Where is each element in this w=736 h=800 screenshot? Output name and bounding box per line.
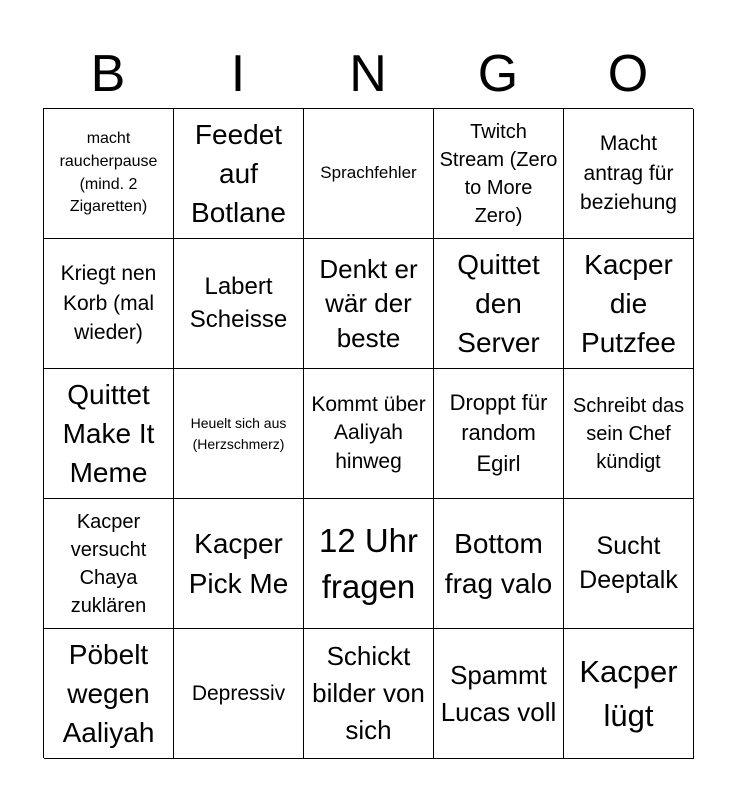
bingo-cell-r4c3[interactable] bbox=[304, 499, 434, 629]
cell-text: Bottom frag valo bbox=[444, 528, 553, 599]
bingo-cell-r3c4[interactable] bbox=[434, 369, 564, 499]
bingo-cell-r1c2[interactable] bbox=[174, 109, 304, 239]
header-letter-g: G bbox=[477, 45, 519, 103]
bingo-cell-r5c5[interactable] bbox=[564, 629, 694, 759]
cell-text: Kacper lügt bbox=[579, 654, 678, 733]
cell-text: Denkt er wär der beste bbox=[319, 253, 418, 353]
bingo-cell-r4c2[interactable] bbox=[174, 499, 304, 629]
bingo-cell-r5c1[interactable] bbox=[44, 629, 174, 759]
bingo-cell-r2c5[interactable] bbox=[564, 239, 694, 369]
bingo-board bbox=[43, 108, 693, 758]
cell-text: Quittet den Server bbox=[457, 248, 540, 359]
cell-text: Heuelt sich aus (Herzschmerz) bbox=[190, 414, 287, 452]
bingo-header bbox=[43, 40, 693, 108]
cell-text: Kacper versucht Chaya zuklären bbox=[70, 510, 147, 617]
header-letter-o: O bbox=[607, 45, 649, 103]
cell-text: Pöbelt wegen Aaliyah bbox=[62, 638, 155, 749]
bingo-cell-r2c3[interactable] bbox=[304, 239, 434, 369]
header-letter-b: B bbox=[90, 45, 126, 103]
header-letter-n: N bbox=[349, 45, 387, 103]
cell-text: Droppt für random Egirl bbox=[449, 389, 548, 476]
cell-text: Kacper Pick Me bbox=[188, 528, 289, 599]
bingo-cell-r3c2[interactable] bbox=[174, 369, 304, 499]
cell-text: Sucht Deeptalk bbox=[579, 531, 678, 594]
cell-text: Spammt Lucas voll bbox=[440, 659, 557, 727]
bingo-cell-r5c4[interactable] bbox=[434, 629, 564, 759]
header-letter-i: I bbox=[230, 45, 246, 103]
bingo-cell-r1c3[interactable] bbox=[304, 109, 434, 239]
cell-text: Twitch Stream (Zero to More Zero) bbox=[439, 120, 558, 227]
bingo-cell-r3c5[interactable] bbox=[564, 369, 694, 499]
cell-text: Quittet Make It Meme bbox=[62, 378, 155, 489]
cell-text: macht raucherpause (mind. 2 Zigaretten) bbox=[59, 130, 158, 216]
cell-text: Depressiv bbox=[191, 681, 286, 705]
bingo-cell-r1c5[interactable] bbox=[564, 109, 694, 239]
bingo-cell-r1c4[interactable] bbox=[434, 109, 564, 239]
bingo-cell-r2c1[interactable] bbox=[44, 239, 174, 369]
bingo-cell-r4c4[interactable] bbox=[434, 499, 564, 629]
cell-text: Kacper die Putzfee bbox=[581, 248, 676, 359]
bingo-cell-r4c1[interactable] bbox=[44, 499, 174, 629]
bingo-cell-r2c2[interactable] bbox=[174, 239, 304, 369]
cell-text: Sprachfehler bbox=[320, 163, 417, 183]
bingo-cell-r2c4[interactable] bbox=[434, 239, 564, 369]
cell-text: Feedet auf Botlane bbox=[191, 118, 286, 229]
bingo-cell-r4c5[interactable] bbox=[564, 499, 694, 629]
cell-text: Kommt über Aaliyah hinweg bbox=[311, 392, 426, 473]
cell-text: Labert Scheisse bbox=[189, 273, 288, 333]
bingo-cell-r3c1[interactable] bbox=[44, 369, 174, 499]
cell-text: Kriegt nen Korb (mal wieder) bbox=[60, 261, 157, 345]
bingo-cell-r5c2[interactable] bbox=[174, 629, 304, 759]
bingo-cell-r3c3[interactable] bbox=[304, 369, 434, 499]
cell-text: Macht antrag für beziehung bbox=[580, 131, 677, 215]
bingo-cell-r1c1[interactable] bbox=[44, 109, 174, 239]
cell-text: Schickt bilder von sich bbox=[312, 641, 425, 745]
bingo-cell-r5c3[interactable] bbox=[304, 629, 434, 759]
cell-text: 12 Uhr fragen bbox=[318, 521, 419, 605]
cell-text: Schreibt das sein Chef kündigt bbox=[572, 394, 685, 473]
